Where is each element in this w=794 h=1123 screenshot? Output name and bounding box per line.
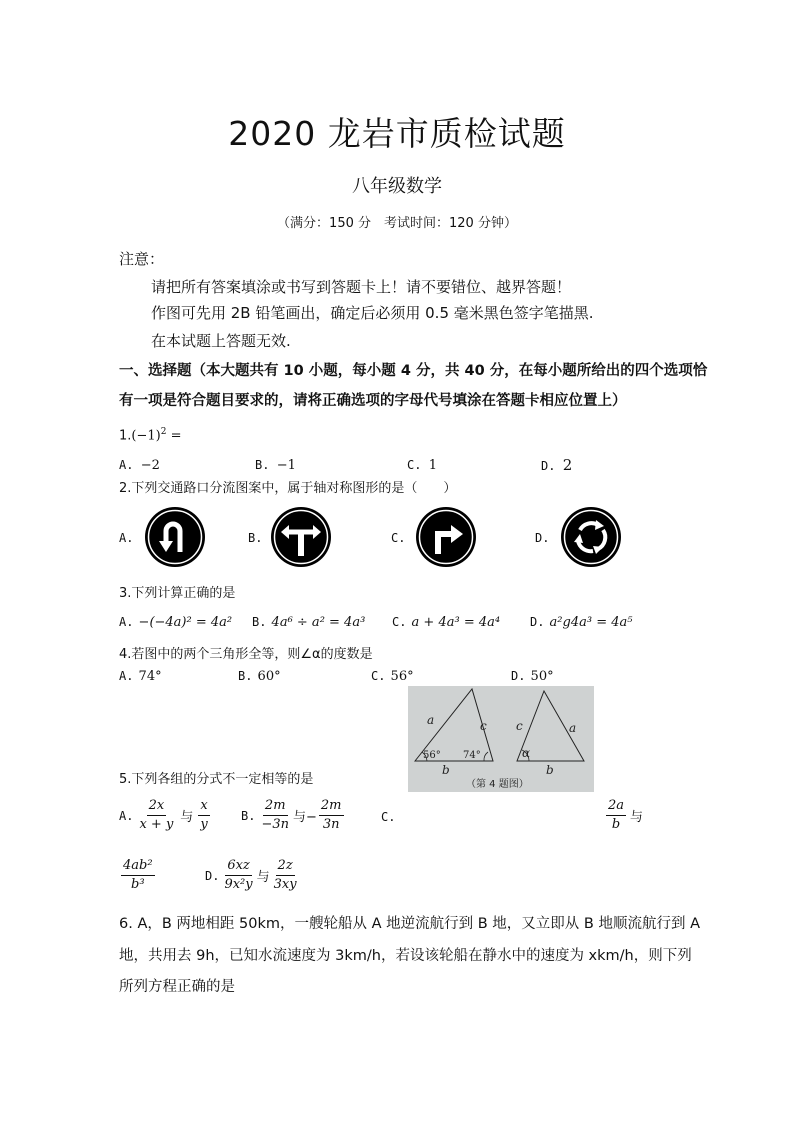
q4-option-c — [371, 665, 414, 684]
q5-b-fraction-1 — [259, 797, 291, 834]
q4-option-d — [511, 665, 554, 684]
q5-option-b — [241, 797, 346, 834]
q4-option-b-label: B. — [238, 669, 253, 683]
q3-option-c — [392, 611, 500, 630]
q1-option-c — [407, 458, 437, 473]
page-title: 2020 龙岩市质检试题 — [228, 114, 566, 153]
q3-option-d-value: a²g4a³ = 4a⁵ — [549, 615, 633, 630]
notice-line-1: 请把所有答案填涂或书写到答题卡上！请不要错位、越界答题！ — [151, 278, 572, 296]
question-2: 2.下列交通路口分流图案中，属于轴对称图形的是（ ） — [119, 481, 457, 496]
q4-option-a-value: 74° — [138, 669, 162, 684]
q1-option-c-value: 1 — [428, 458, 437, 473]
q2-option-a-label: A. — [119, 531, 134, 545]
q5-c-fraction-1 — [606, 797, 626, 834]
q1-exponent: 2 — [160, 427, 167, 437]
q1-option-d-label: D. — [541, 459, 556, 473]
congruent-triangles-diagram — [408, 686, 594, 792]
q5-d-den-2: 3xy — [273, 877, 297, 892]
q4-option-c-value: 56° — [390, 669, 414, 684]
q1-option-b-label: B. — [255, 458, 270, 472]
q5-b-num-1: 2m — [263, 797, 288, 816]
q1-expression: (−1) — [131, 428, 161, 444]
q1-option-d — [541, 456, 572, 474]
q5-d-num-2: 2z — [276, 857, 295, 876]
q3-option-d — [530, 611, 632, 630]
split-left-right-sign-icon — [270, 506, 332, 568]
fig-left-side-c: c — [480, 719, 487, 733]
q3-option-c-value: a + 4a³ = 4a⁴ — [411, 615, 501, 630]
fig-right-side-c: c — [516, 719, 523, 733]
q5-b-num-2: 2m — [319, 797, 344, 816]
fig-angle-74: 74° — [463, 750, 481, 761]
q4-option-b — [238, 665, 281, 684]
q3-option-a — [119, 611, 232, 630]
q2-option-b-label: B. — [248, 531, 263, 545]
question-6-line-1: 6. A，B 两地相距 50km，一艘轮船从 A 地逆流航行到 B 地，又立即从 B 地顺流航行到 A — [119, 916, 700, 932]
q5-a-den-1: x + y — [139, 817, 174, 832]
q5-b-fraction-2 — [319, 797, 344, 834]
turn-right-sign-icon — [415, 506, 477, 568]
q2-option-c-label: C. — [391, 531, 406, 545]
q5-a-den-2: y — [200, 817, 208, 832]
q2-option-d-label: D. — [535, 531, 550, 545]
q4-option-d-value: 50° — [530, 669, 554, 684]
u-turn-sign-icon — [144, 506, 206, 568]
fig-alpha: α — [522, 746, 531, 760]
q5-c-num-1: 2a — [606, 797, 626, 816]
section-heading-line-1: 一、选择题（本大题共有 10 小题，每小题 4 分，共 40 分，在每小题所给出的四个选项恰 — [119, 363, 708, 379]
q5-option-c-part-2 — [119, 857, 157, 894]
q5-b-connector: 与− — [293, 810, 317, 825]
q5-b-den-1: −3n — [261, 817, 289, 832]
q4-option-a-label: A. — [119, 669, 134, 683]
q5-option-c-label: C. — [381, 810, 396, 824]
q5-d-connector: 与 — [256, 870, 270, 885]
q4-option-a — [119, 665, 162, 684]
q5-option-a-label: A. — [119, 808, 134, 823]
q5-a-fraction-2 — [198, 797, 209, 834]
q5-c-connector: 与 — [630, 810, 644, 825]
notice-line-3: 在本试题上答题无效. — [151, 332, 291, 350]
q5-a-fraction-1 — [137, 797, 175, 834]
roundabout-sign-icon — [560, 506, 622, 568]
q3-option-b-value: 4a⁶ ÷ a² = 4a³ — [271, 615, 366, 630]
q1-option-b — [255, 458, 296, 473]
q1-option-a-value: −2 — [140, 458, 160, 473]
q3-option-b-label: B. — [252, 615, 267, 629]
question-6-line-2: 地，共用去 9h，已知水流速度为 3km/h，若设该轮船在静水中的速度为 xkm/h，则下列 — [119, 948, 692, 964]
q5-c-den-2: b³ — [131, 877, 145, 892]
q1-number: 1. — [119, 428, 132, 444]
question-3: 3.下列计算正确的是 — [119, 586, 236, 601]
q5-c-den-1: b — [611, 817, 621, 832]
q1-option-d-value: 2 — [562, 456, 573, 474]
q1-option-c-label: C. — [407, 458, 422, 472]
fig-left-side-b: b — [442, 763, 450, 777]
q5-option-c-part-1 — [604, 797, 643, 834]
q5-d-num-1: 6xz — [225, 857, 251, 876]
q4-option-c-label: C. — [371, 669, 386, 683]
q3-option-a-value: −(−4a)² = 4a² — [138, 615, 233, 630]
question-5: 5.下列各组的分式不一定相等的是 — [119, 772, 314, 787]
q5-d-fraction-1 — [222, 857, 254, 894]
fig-left-side-a: a — [427, 713, 435, 727]
notice-label: 注意： — [119, 250, 165, 268]
q1-option-a — [119, 458, 160, 473]
q4-triangle-figure — [408, 686, 594, 792]
q5-d-fraction-2 — [272, 857, 299, 894]
q5-option-a — [119, 797, 212, 834]
fig-caption: （第 4 题图） — [466, 779, 529, 790]
q5-a-num-2: x — [198, 797, 209, 816]
q3-option-d-label: D. — [530, 615, 545, 629]
q5-option-b-label: B. — [241, 808, 256, 823]
q5-option-d — [205, 857, 301, 894]
q3-option-b — [252, 611, 365, 630]
q5-a-connector: 与 — [180, 810, 194, 825]
fig-right-side-b: b — [546, 763, 554, 777]
q3-option-c-label: C. — [392, 615, 407, 629]
section-heading-line-2: 有一项是符合题目要求的，请将正确选项的字母代号填涂在答题卡相应位置上） — [119, 393, 627, 409]
question-4: 4.若图中的两个三角形全等，则∠α的度数是 — [119, 647, 373, 662]
exam-info: （满分：150 分 考试时间：120 分钟） — [277, 216, 517, 231]
q5-a-num-1: 2x — [147, 797, 167, 816]
q5-option-d-label: D. — [205, 868, 220, 883]
fig-right-side-a: a — [569, 721, 577, 735]
page-subtitle: 八年级数学 — [352, 176, 442, 197]
q1-equals: = — [166, 428, 182, 444]
q5-c-num-2: 4ab² — [121, 857, 155, 876]
q5-b-den-2: 3n — [322, 817, 340, 832]
q5-d-den-1: 9x²y — [224, 877, 253, 892]
q4-option-b-value: 60° — [257, 669, 281, 684]
question-6-line-3: 所列方程正确的是 — [119, 979, 235, 995]
q1-option-b-value: −1 — [276, 458, 296, 473]
q3-option-a-label: A. — [119, 615, 134, 629]
q4-option-d-label: D. — [511, 669, 526, 683]
q5-c-fraction-2 — [121, 857, 155, 894]
notice-line-2: 作图可先用 2B 铅笔画出，确定后必须用 0.5 毫米黑色签字笔描黑. — [151, 304, 594, 322]
question-1 — [119, 427, 181, 443]
q1-option-a-label: A. — [119, 458, 134, 472]
fig-angle-56: 56° — [423, 750, 441, 761]
